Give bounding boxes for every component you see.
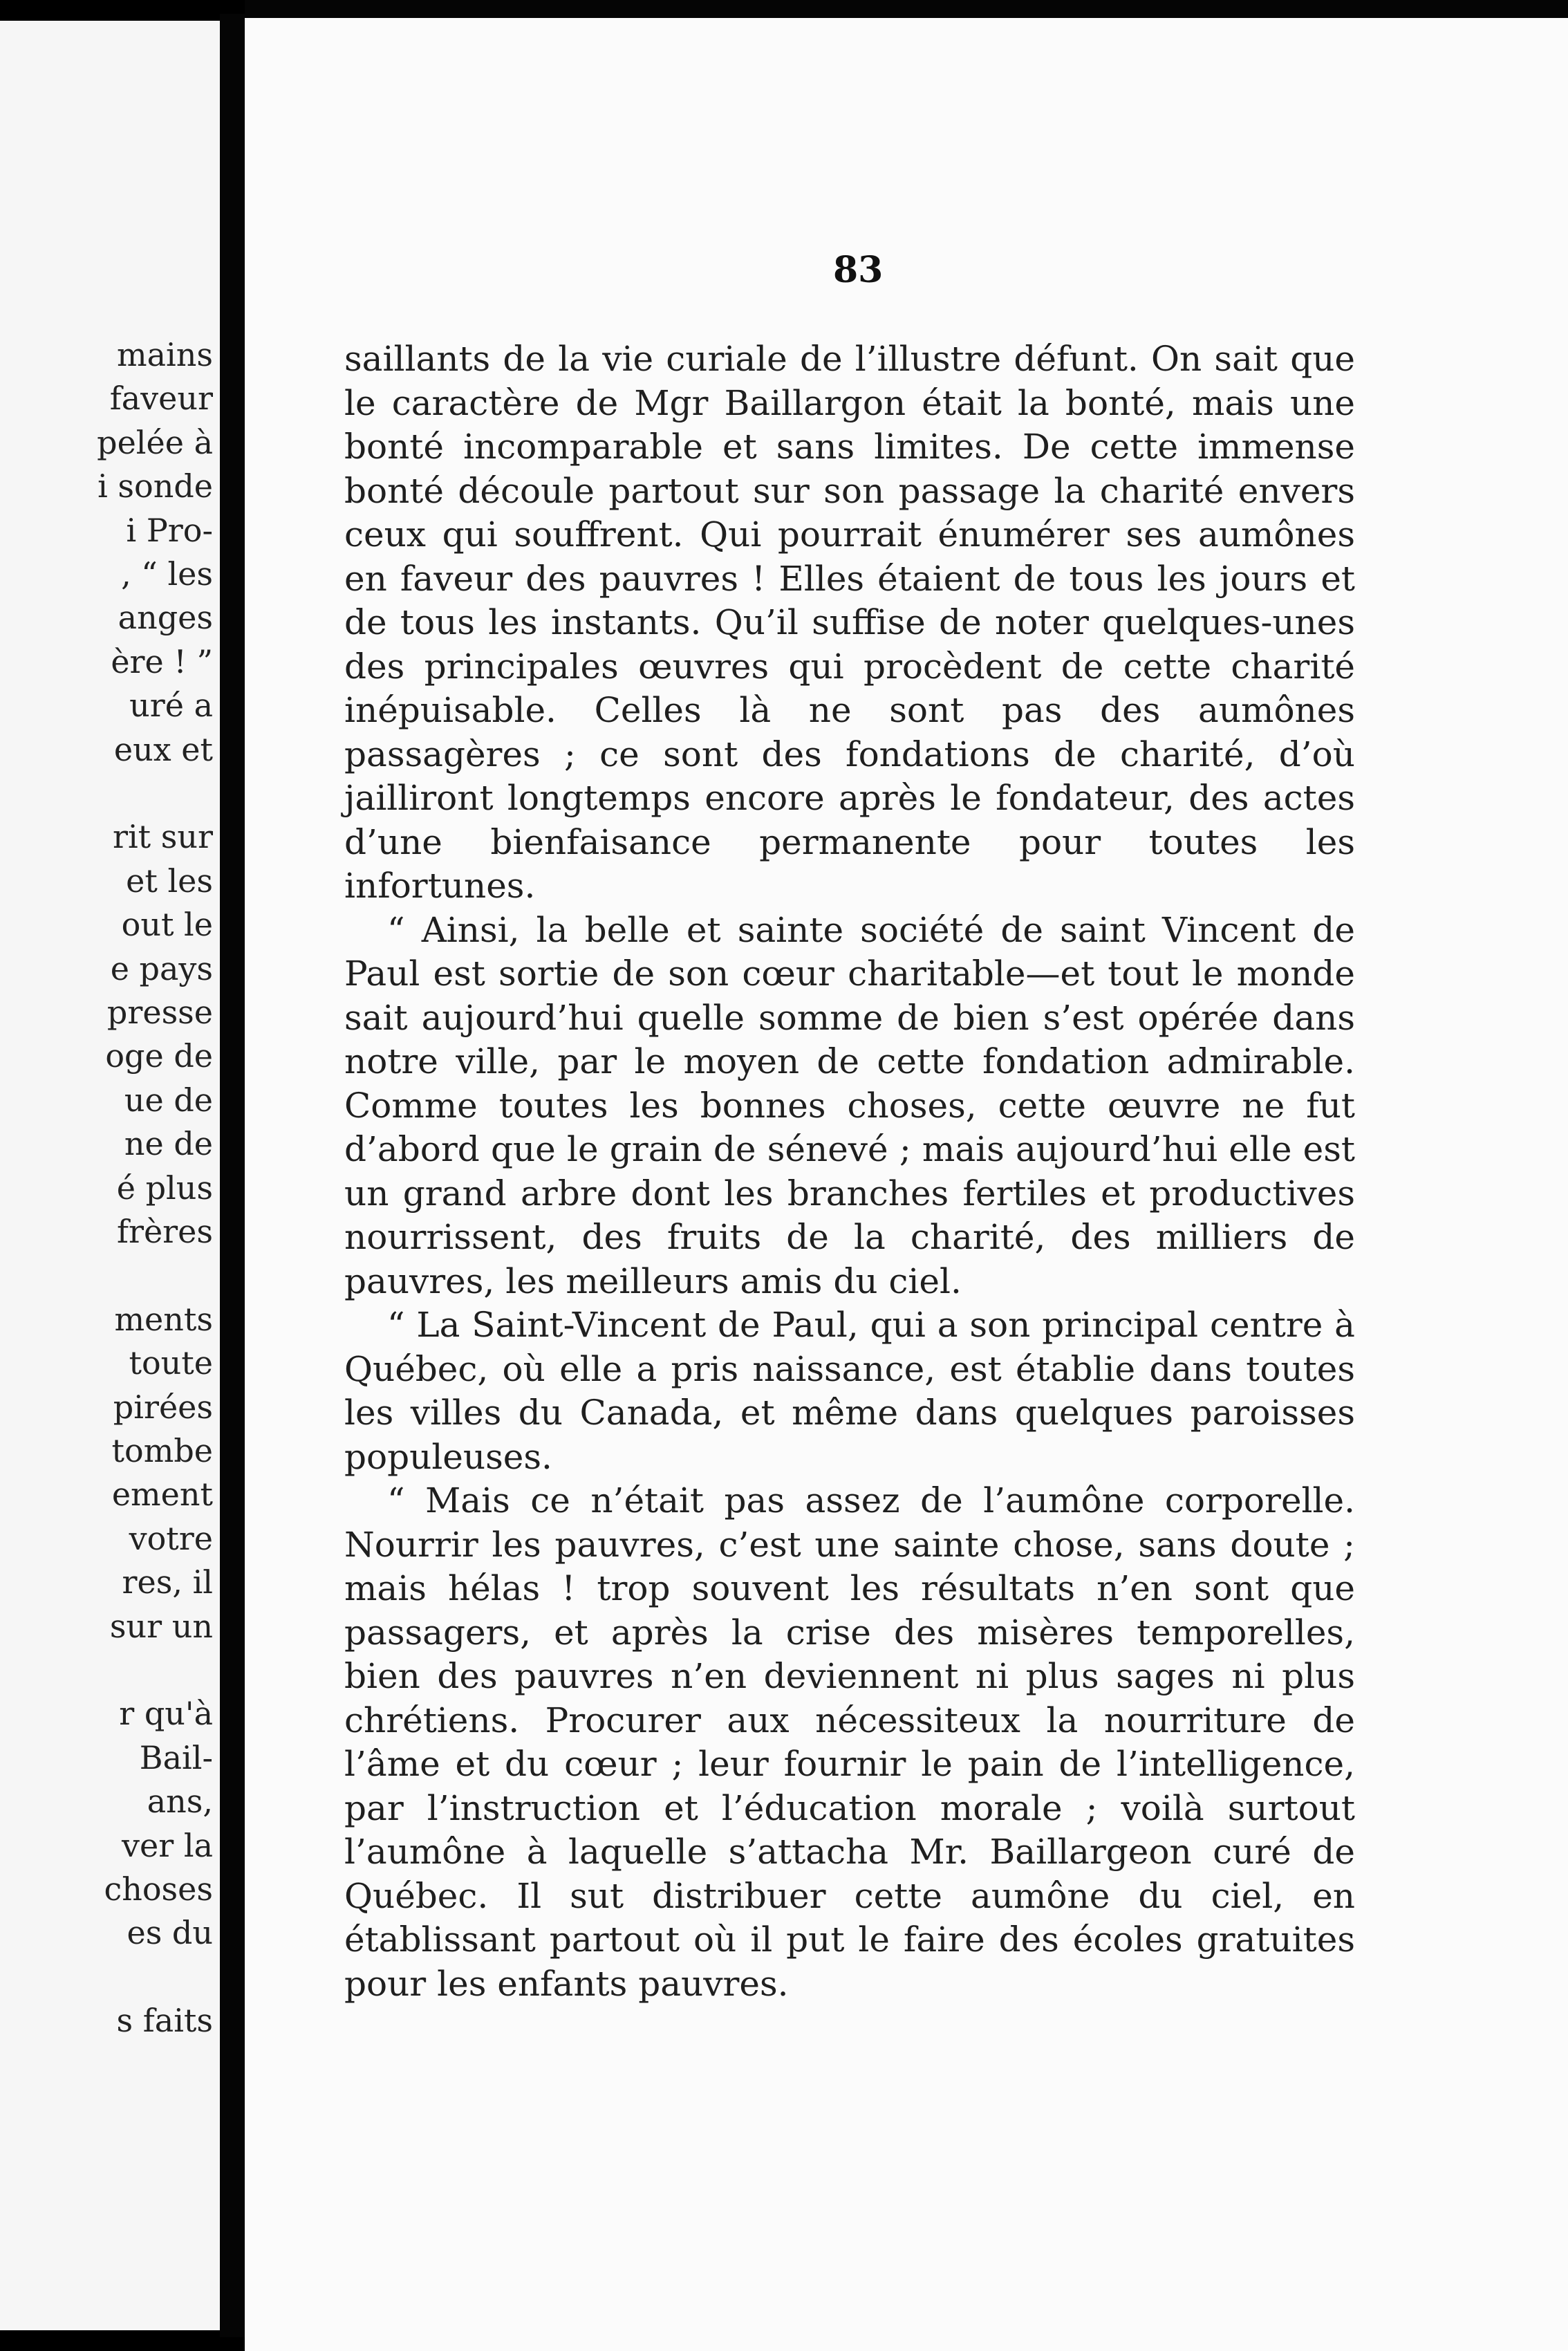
left-page-line: frères: [116, 1213, 213, 1250]
left-page-line: tombe: [111, 1432, 213, 1469]
left-page-line: oge de: [105, 1037, 213, 1075]
left-page-line: out le: [121, 906, 213, 944]
paragraph-2: “ Ainsi, la belle et sainte société de saint Vincent de Paul est sortie de son cœur charitable—et tout le monde sait aujourd’hui quelle somme de bien s’est opérée dans notre ville, par le moyen de cette fondation admirable. Comme toutes les bonnes choses, cette œuvre ne fut d’abord que le grain de sénevé ; mais aujourd’hui elle est un grand arbre dont les branches fertiles et productives nourrissent, des fruits de la charité, des milliers de pauvres, les meilleurs amis du ciel.: [344, 909, 1355, 1301]
left-page-line: eux et: [113, 730, 213, 768]
left-page-line: , “ les: [121, 555, 213, 593]
left-page-line: presse: [106, 994, 213, 1031]
left-page-line: faveur: [109, 380, 213, 418]
left-page-line: ne de: [124, 1125, 213, 1163]
page-body-text: [344, 337, 1355, 2006]
left-page-line: toute: [129, 1344, 213, 1382]
left-page-line: r qu'à: [119, 1695, 213, 1733]
left-page-line: ans,: [147, 1783, 213, 1821]
left-page-line: anges: [118, 599, 213, 637]
left-page-line: ver la: [122, 1826, 213, 1864]
left-page-line: es du: [127, 1914, 213, 1952]
paragraph-3: “ La Saint-Vincent de Paul, qui a son principal centre à Québec, où elle a pris naissance, est établie dans toutes les villes du Canada, et même dans quelques paroisses populeuses.: [344, 1305, 1355, 1477]
paragraph-1: saillants de la vie curiale de l’illustre défunt. On sait que le caractère de Mgr Baillargon était la bonté, mais une bonté incomparable et sans limites. De cette immense bonté découle partout sur son passage la charité envers ceux qui souffrent. Qui pourrait énumérer ses aumônes en faveur des pauvres ! Elles étaient de tous les jours et de tous les instants. Qu’il suffise de noter quelques-unes des principales œuvres qui procèdent de cette charité inépuisable. Celles là ne sont pas des aumônes passagères ; ce sont des fondations de charité, d’où jailliront longtemps encore après le fondateur, des actes d’une bienfaisance permanente pour toutes les infortunes.: [344, 339, 1355, 906]
left-page-line: Bail-: [139, 1738, 213, 1776]
left-page-line: s faits: [116, 2002, 213, 2040]
left-page-line: é plus: [116, 1169, 213, 1207]
left-page-line: res, il: [122, 1563, 213, 1601]
left-page-line: sur un: [109, 1607, 213, 1645]
book-gutter: [220, 14, 245, 2337]
left-page-line: votre: [129, 1519, 213, 1557]
left-page-line: ère ! ”: [111, 642, 213, 680]
left-page-line: ement: [111, 1476, 213, 1514]
paragraph-4: “ Mais ce n’était pas assez de l’aumône corporelle. Nourrir les pauvres, c’est une sainte chose, sans doute ; mais hélas ! trop souvent les résultats n’en sont que passagers, et après la crise des misères temporelles, bien des pauvres n’en deviennent ni plus sages ni plus chrétiens. Procurer aux nécessiteux la nourriture de l’âme et du cœur ; leur fournir le pain de l’intelligence, par l’instruction et l’éducation morale ; voilà surtout l’aumône à laquelle s’attacha Mr. Baillargeon curé de Québec. Il sut distribuer cette aumône du ciel, en établissant partout où il put le faire des écoles gratuites pour les enfants pauvres.: [344, 1480, 1355, 2004]
left-page-line: i Pro-: [126, 511, 213, 549]
left-page-line: pirées: [113, 1388, 213, 1426]
left-page-line: e pays: [110, 949, 213, 987]
left-page-line: ments: [114, 1300, 213, 1338]
left-page-line: i sonde: [97, 467, 213, 505]
page-number: 83: [833, 249, 884, 291]
left-page-line: mains: [117, 336, 213, 373]
left-page-line: rit sur: [112, 818, 213, 856]
left-page-line: pelée à: [97, 423, 213, 461]
left-page-fragment: [0, 21, 220, 2330]
left-page-line: choses: [104, 1870, 213, 1908]
left-page-line: ue de: [124, 1081, 213, 1119]
left-page-line: uré a: [129, 687, 213, 725]
left-page-line: et les: [126, 862, 213, 900]
